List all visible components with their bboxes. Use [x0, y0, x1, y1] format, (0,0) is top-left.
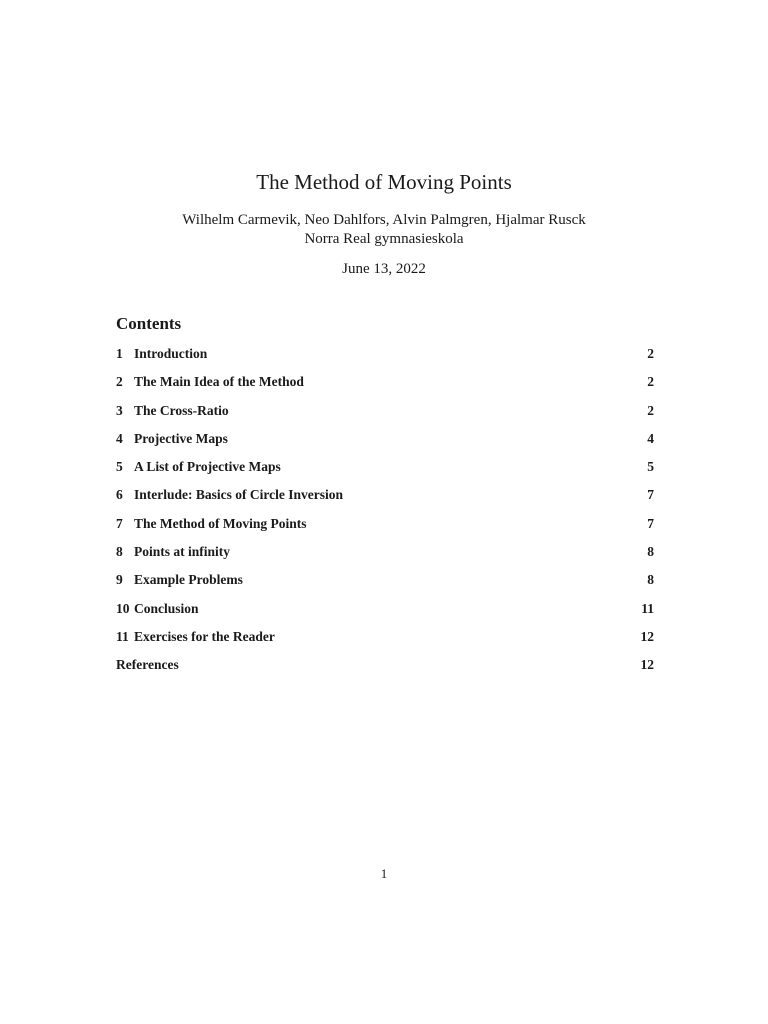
toc-section-title: References — [116, 657, 179, 673]
contents-heading: Contents — [116, 314, 182, 333]
toc-section-number: 9 — [116, 572, 123, 588]
toc-section-number: 2 — [116, 374, 123, 390]
toc-entry[interactable] — [116, 627, 654, 655]
toc-entry-references[interactable] — [116, 655, 654, 683]
publication-date: June 13, 2022 — [342, 261, 426, 277]
paper-title: The Method of Moving Points — [256, 170, 512, 194]
toc-section-number: 11 — [116, 628, 129, 644]
toc-page-number: 7 — [647, 515, 654, 531]
toc-section-number: 4 — [116, 430, 123, 446]
toc-page-number: 8 — [647, 572, 654, 588]
toc-section-title: Introduction — [134, 346, 208, 361]
toc-section-title: Interlude: Basics of Circle Inversion — [134, 487, 343, 503]
toc-page-number: 2 — [647, 402, 654, 418]
toc-section-title: The Method of Moving Points — [134, 515, 307, 531]
toc-entry[interactable] — [116, 401, 654, 429]
affiliation: Norra Real gymnasieskola — [304, 231, 464, 247]
toc-page-number: 2 — [647, 374, 654, 390]
toc-page-number: 5 — [647, 459, 654, 475]
toc-section-number: 10 — [116, 600, 130, 616]
toc-entry[interactable] — [116, 485, 654, 513]
toc-section-title: Conclusion — [134, 600, 199, 616]
toc-entry[interactable] — [116, 344, 654, 372]
table-of-contents — [116, 344, 654, 684]
toc-entry[interactable] — [116, 542, 654, 570]
toc-page-number: 2 — [647, 346, 654, 361]
toc-section-title: Exercises for the Reader — [134, 628, 275, 644]
toc-entry[interactable] — [116, 372, 654, 400]
toc-page-number: 12 — [640, 657, 654, 673]
toc-section-title: Example Problems — [134, 572, 243, 588]
author-list: Wilhelm Carmevik, Neo Dahlfors, Alvin Palmgren, Hjalmar Rusck — [182, 212, 586, 228]
toc-page-number: 7 — [647, 487, 654, 503]
toc-section-number: 5 — [116, 459, 123, 475]
toc-section-number: 6 — [116, 487, 123, 503]
toc-page-number: 12 — [640, 628, 654, 644]
toc-section-number: 7 — [116, 515, 123, 531]
toc-section-title: A List of Projective Maps — [134, 459, 281, 475]
toc-section-title: The Cross-Ratio — [134, 402, 229, 418]
toc-entry[interactable] — [116, 514, 654, 542]
toc-entry[interactable] — [116, 429, 654, 457]
toc-section-title: Projective Maps — [134, 430, 228, 446]
toc-page-number: 4 — [647, 430, 654, 446]
toc-section-number: 3 — [116, 402, 123, 418]
toc-entry[interactable] — [116, 599, 654, 627]
toc-section-number: 1 — [116, 346, 123, 361]
toc-page-number: 8 — [647, 544, 654, 560]
toc-entry[interactable] — [116, 570, 654, 598]
toc-section-title: The Main Idea of the Method — [134, 374, 304, 390]
toc-section-title: Points at infinity — [134, 544, 231, 560]
page-number: 1 — [380, 866, 388, 881]
toc-entry[interactable] — [116, 457, 654, 485]
toc-section-number: 8 — [116, 544, 123, 560]
toc-page-number: 11 — [641, 600, 654, 616]
